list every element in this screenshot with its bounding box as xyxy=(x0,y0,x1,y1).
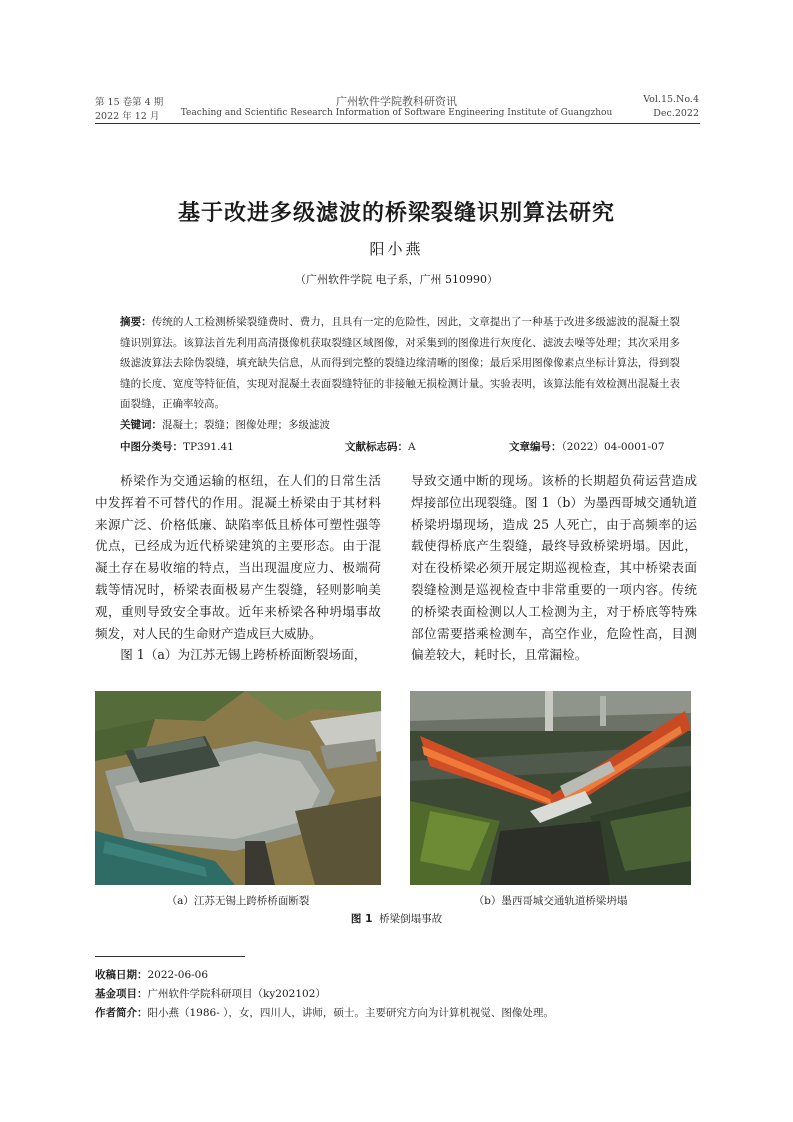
footnote-fund xyxy=(95,986,326,1001)
header-volume: Vol.15.No.4 xyxy=(643,94,699,105)
figure-1b-caption: （b）墨西哥城交通轨道桥梁坍塌 xyxy=(473,895,628,907)
metro-bridge-collapse-image xyxy=(410,691,691,885)
body-paragraph: 桥梁作为交通运输的枢纽，在人们的日常生活中发挥着不可替代的作用。混凝土桥梁由于其材料来源广泛、价格低廉、缺陷率低且桥体可塑性强等优点，已经成为近代桥梁建筑的主要形态。由于混凝土存在易收缩的特点，当出现温度应力、极端荷载等情况时，桥梁表面极易产生裂缝，轻则影响美观，重则导致安全事故。近年来桥梁各种坍塌事故频发，对人民的生命财产造成巨大威胁。 xyxy=(95,473,381,641)
clc-value: TP391.41 xyxy=(183,441,234,453)
bridge-deck-collapse-image xyxy=(95,691,381,885)
figure-1-title: 桥梁倒塌事故 xyxy=(379,913,443,925)
header-issue: 第 15 卷第 4 期 xyxy=(95,97,164,108)
article-number xyxy=(509,439,665,454)
body-right-column xyxy=(411,470,697,666)
received-label: 收稿日期： xyxy=(95,969,148,981)
document-code-label: 文献标志码： xyxy=(345,441,408,453)
author-bio-label: 作者简介： xyxy=(95,1007,148,1019)
clc-label: 中图分类号： xyxy=(120,441,183,453)
figure-1b-photo xyxy=(410,691,691,885)
body-left-column xyxy=(95,470,381,666)
article-title: 基于改进多级滤波的桥梁裂缝识别算法研究 xyxy=(177,200,615,226)
footnote-author xyxy=(95,1005,554,1020)
figure-1-label: 图 1 xyxy=(350,913,373,925)
fund-value: 广州软件学院科研项目（ky202102） xyxy=(147,988,326,1000)
article-number-value: （2022）04-0001-07 xyxy=(561,441,665,453)
keywords xyxy=(120,415,680,436)
figure-1a-caption: （a）江苏无锡上跨桥桥面断裂 xyxy=(166,895,310,907)
header-journal-cn: 广州软件学院教科研资讯 xyxy=(336,95,457,108)
header-rule xyxy=(95,123,700,124)
figure-1-caption xyxy=(0,911,793,926)
document-code-value: A xyxy=(408,441,416,453)
keywords-text: 混凝土；裂缝；图像处理；多级滤波 xyxy=(162,419,330,431)
fund-label: 基金项目： xyxy=(95,988,148,1000)
footnote-received xyxy=(95,967,208,982)
article-number-label: 文章编号： xyxy=(509,441,562,453)
received-value: 2022-06-06 xyxy=(147,969,209,981)
header-month: Dec.2022 xyxy=(653,108,699,119)
figure-1a-photo xyxy=(95,691,381,885)
header-journal-en: Teaching and Scientific Research Information of Software Engineering Institute of Guangzhou xyxy=(180,108,613,118)
author-bio-value: 阳小燕（1986- ），女，四川人，讲师，硕士。主要研究方向为计算机视觉、图像处理。 xyxy=(147,1007,554,1019)
abstract-label: 摘要： xyxy=(120,316,152,328)
body-paragraph: 图 1（a）为江苏无锡上跨桥桥面断裂场面， xyxy=(120,647,367,663)
article-affiliation: （广州软件学院 电子系，广州 510990） xyxy=(295,273,498,286)
article-author: 阳小燕 xyxy=(369,240,424,258)
keywords-label: 关键词： xyxy=(120,419,162,431)
footnote-rule xyxy=(95,956,245,957)
body-paragraph: 导致交通中断的现场。该桥的长期超负荷运营造成焊接部位出现裂缝。图 1（b）为墨西哥城交通轨道桥梁坍塌现场，造成 25 人死亡，由于高频率的运载使得桥底产生裂缝，最终导致桥梁坍塌。因此，对在役桥梁必须开展定期巡视检查，其中桥梁表面裂缝检测是巡视检查中非常重要的一项内容。传统的桥梁表面检测以人工检测为主，对于桥底等特殊部位需要搭乘检测车，高空作业，危险性高，目测偏差较大，耗时长，且常漏检。 xyxy=(411,473,697,663)
abstract xyxy=(120,312,680,415)
header-date: 2022 年 12 月 xyxy=(95,111,160,122)
clc-number xyxy=(120,439,234,454)
abstract-text: 传统的人工检测桥梁裂缝费时、费力，且具有一定的危险性，因此，文章提出了一种基于改进多级滤波的混凝土裂缝识别算法。该算法首先利用高清摄像机获取裂缝区域图像，对采集到的图像进行灰度化、滤波去噪等处理；其次采用多级滤波算法去除伪裂缝，填充缺失信息，从而得到完整的裂缝边缘清晰的图像；最后采用图像像素点坐标计算法，得到裂缝的长度、宽度等特征值，实现对混凝土表面裂缝特征的非接触无损检测计量。实验表明，该算法能有效检测出混凝土表面裂缝，正确率较高。 xyxy=(120,316,680,410)
document-code xyxy=(345,439,416,454)
